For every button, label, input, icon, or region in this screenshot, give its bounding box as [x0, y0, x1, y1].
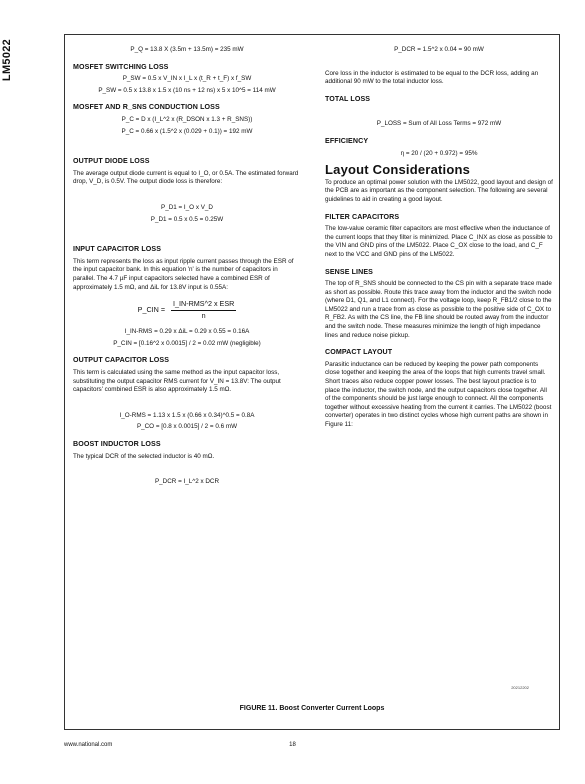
sense-lines-paragraph: The top of R_SNS should be connected to the CS pin with a separate trace made as short as possible. Route this trace away from the inductor and the switch node (where D1, Q1, and L1 connect). For the voltage loop, keep R_FB1/2 close to the LM5022 and run a trace from as close as possible to the positive side of C_OX to R_FB2. As with the CS line, the FB line should be routed away from the inductor and the switch node. These measures minimize the length of high impedance lines and reduce noise pickup.: [325, 280, 552, 339]
heading-boost-inductor-loss: BOOST INDUCTOR LOSS: [73, 440, 161, 449]
heading-filter-capacitors: FILTER CAPACITORS: [325, 212, 400, 221]
footer-website-link[interactable]: www.national.com: [64, 742, 113, 748]
psw-equation-2: P_SW = 0.5 x 13.8 x 1.5 x (10 ns + 12 ns) x 5 x 10^5 = 114 mW: [98, 86, 276, 94]
layout-paragraph: To produce an optimal power solution with the LM5022, good layout and design of the PCB are as important as the component selection. The following are several guidelines to aid in creating a good layout.: [325, 178, 553, 203]
pd-equation-1: P_D1 = I_O x V_D: [161, 203, 213, 211]
pc-equation-2: P_C = 0.66 x (1.5^2 x (0.029 + 0.1)) = 192 mW: [121, 127, 253, 135]
boost-inductor-paragraph: The typical DCR of the selected inductor is 40 mΩ.: [73, 452, 215, 460]
pd-equation-2: P_D1 = 0.5 x 0.5 = 0.25W: [150, 215, 224, 223]
pcin-lhs: P_CIN =: [137, 304, 166, 314]
page-frame: [64, 34, 560, 730]
pq-equation: P_Q = 13.8 X (3.5m + 13.5m) = 235 mW: [130, 46, 244, 53]
heading-output-diode-loss: OUTPUT DIODE LOSS: [73, 157, 150, 166]
product-label: LM5022: [1, 38, 14, 82]
output-capacitor-paragraph: This term is calculated using the same method as the input capacitor loss, substituting the output capacitor RMS current for V_IN = 13.8V: The output capacitors' combined ESR is also approximately 1.5 mΩ.: [73, 369, 281, 394]
pc-equation-1: P_C = D x (I_L^2 x (R_DSON x 1.3 + R_SNS)): [121, 115, 253, 123]
heading-sense-lines: SENSE LINES: [325, 267, 374, 276]
psw-equation-1: P_SW = 0.5 x V_IN x I_L x (t_R + t_F) x f_SW: [122, 75, 252, 83]
filter-capacitors-paragraph: The low-value ceramic filter capacitors are most effective when the inductance of the current loops that they filter is minimized. Place C_INX as close as possible to the VIN and GND pins of the LM5022. Place C_OX close to the load, and C_F next to the VCC and GND pins of the LM5022.: [325, 225, 553, 258]
left-column: [73, 43, 301, 490]
ploss-equation: P_LOSS = Sum of All Loss Terms = 972 mW: [376, 120, 502, 128]
footer-page-number: 18: [289, 742, 296, 748]
pcin-fraction: [171, 300, 236, 320]
side-label: [1, 32, 22, 92]
pco-equation-1: I_O-RMS = 1.13 x 1.5 x (0.66 x 0.34)^0.5 = 0.8A: [119, 411, 255, 419]
figure-id: 20212202: [511, 685, 529, 690]
diode-paragraph: The average output diode current is equal to I_O, or 0.5A. The estimated forward drop, V_D, is 0.5V. The output diode loss is therefore:: [73, 169, 299, 186]
heading-mosfet-switching-loss: MOSFET SWITCHING LOSS: [73, 62, 169, 71]
pcin-numerator: I_IN-RMS^2 x ESR: [171, 300, 236, 311]
efficiency-equation: η = 20 / (20 + 0.972) = 95%: [400, 149, 478, 157]
heading-compact-layout: COMPACT LAYOUT: [325, 348, 393, 357]
heading-efficiency: EFFICIENCY: [325, 136, 369, 145]
heading-output-capacitor-loss: OUTPUT CAPACITOR LOSS: [73, 356, 170, 365]
pcin-equation-1: I_IN-RMS = 0.29 x ΔiL = 0.29 x 0.55 = 0.16A: [124, 328, 250, 336]
core-loss-paragraph: Core loss in the inductor is estimated to be equal to the DCR loss, adding an additional 90 mW to the total inductor loss.: [325, 69, 539, 86]
pdcr-equation-2: P_DCR = 1.5^2 x 0.04 = 90 mW: [394, 46, 484, 53]
heading-total-loss: TOTAL LOSS: [325, 94, 371, 103]
input-capacitor-paragraph: This term represents the loss as input ripple current passes through the ESR of the input capacitor bank. In this equation 'n' is the number of capacitors in parallel. The 4.7 µF input capacitors selected have a combined ESR of approximately 1.5 mΩ, and ΔiL for 13.8V input is 0.55A:: [73, 257, 294, 291]
heading-layout-considerations: Layout Considerations: [325, 162, 471, 178]
pdcr-equation: P_DCR = I_L^2 x DCR: [154, 478, 220, 486]
pcin-fraction-equation: [73, 300, 301, 320]
pcin-equation-2: P_CIN = [0.16^2 x 0.0015] / 2 = 0.02 mW (negligible): [113, 339, 261, 347]
heading-input-capacitor-loss: INPUT CAPACITOR LOSS: [73, 245, 162, 254]
compact-layout-paragraph: Parasitic inductance can be reduced by keeping the power path components close together and keeping the area of the loops that high currents travel small. Short traces also reduce copper power losses. The best layout practice is to place the inductor, the switch node, and the output capacitors close together. All of the components should be just large enough to connect. All the components together without excessive heating from the current it carries. The LM5022 (boost converter) operates in two distinct cycles whose high current paths are shown in Figure 11:: [325, 360, 552, 428]
figure-caption: FIGURE 11. Boost Converter Current Loops: [239, 705, 385, 712]
heading-mosfet-rsns-conduction-loss: MOSFET AND R_SNS CONDUCTION LOSS: [73, 103, 220, 112]
pcin-denominator: n: [201, 310, 206, 320]
right-column: [325, 43, 553, 434]
pco-equation-2: P_CO = [0.8 x 0.0015] / 2 = 0.6 mW: [136, 423, 238, 431]
